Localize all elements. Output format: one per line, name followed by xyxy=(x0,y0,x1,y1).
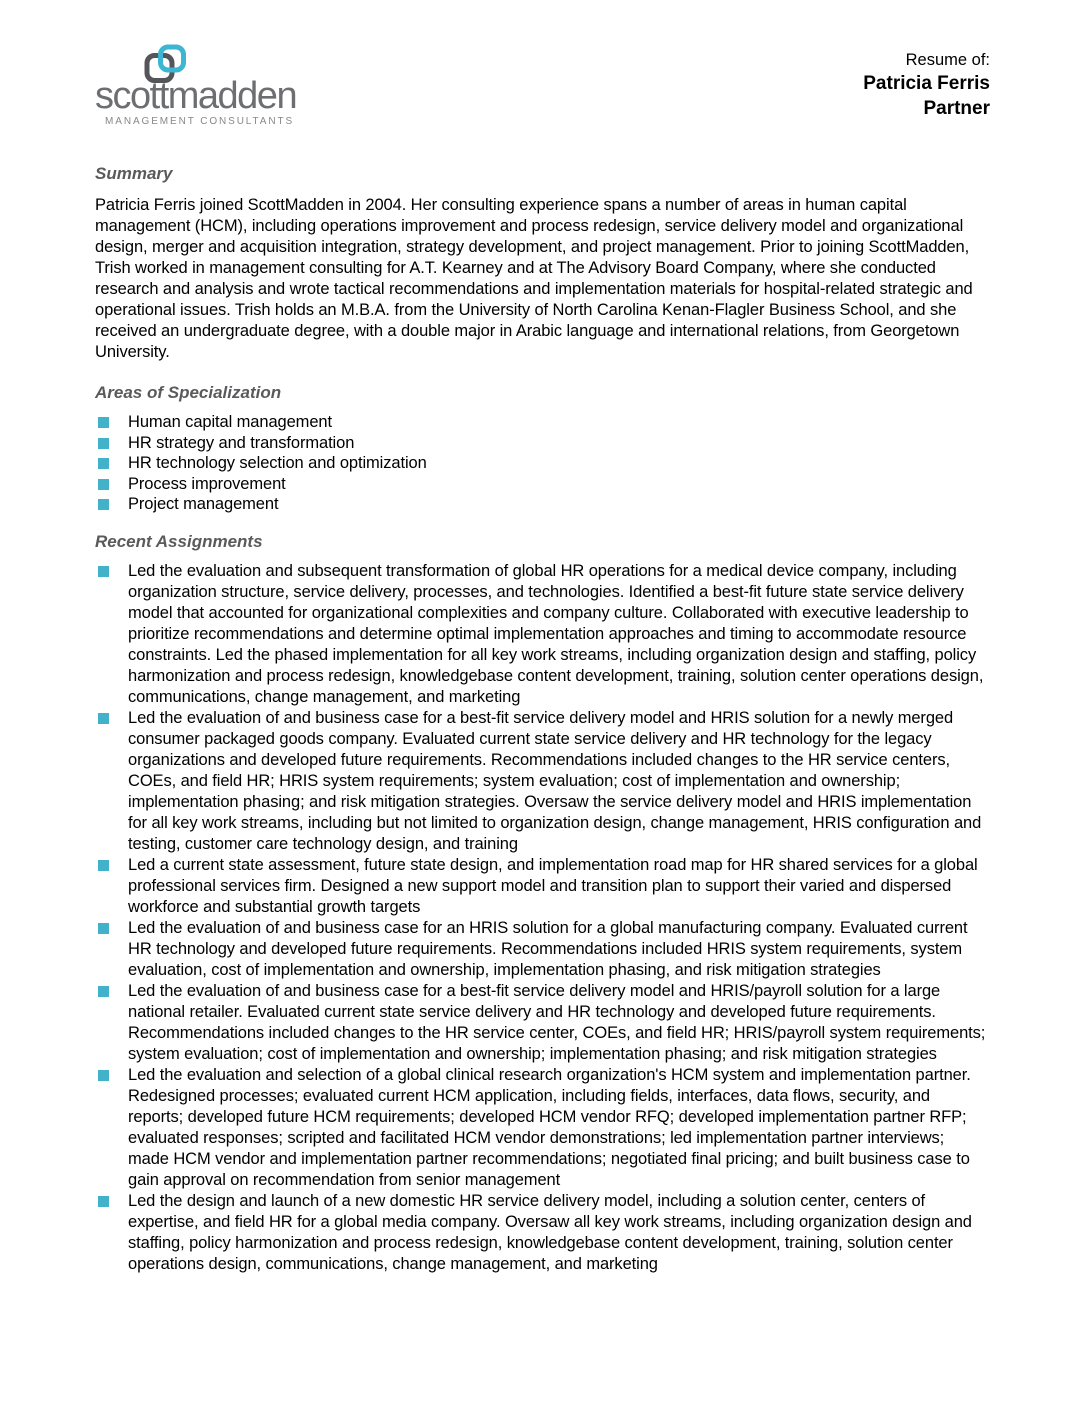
list-item-text: Led the design and launch of a new domestic HR service delivery model, including a solution center, centers of expertise, and field HR for a global media company. Oversaw all key work streams, including organization design and staffing, policy harmonization and process redesign, knowledgebase content development, training, solution center operations design, communications, change management, and marketing xyxy=(128,1191,972,1273)
list-item-text: HR technology selection and optimization xyxy=(128,454,427,472)
person-title: Partner xyxy=(923,98,990,119)
list-item xyxy=(95,708,990,855)
bullet-square-icon xyxy=(98,1196,109,1207)
list-item xyxy=(95,453,990,474)
list-item-text: Led the evaluation of and business case for a best-fit service delivery model and HRIS solution for a newly merged consumer packaged goods company. Evaluated current state service delivery and HR technology for the legacy organizations and developed future requirements. Recommendations included changes to the HR service centers, COEs, and field HR; HRIS system requirements; system evaluation; cost of implementation and ownership; implementation phasing; and risk mitigation strategies. Oversaw the service delivery model and HRIS implementation for all key work streams, including but not limited to organization design, change management, HRIS configuration and testing, customer care technology design, and training xyxy=(128,708,982,853)
logo-tagline: MANAGEMENT CONSULTANTS xyxy=(105,116,295,127)
bullet-square-icon xyxy=(98,458,109,469)
bullet-square-icon xyxy=(98,986,109,997)
assignments-heading: Recent Assignments xyxy=(95,531,263,551)
bullet-square-icon xyxy=(98,417,109,428)
summary-paragraph: Patricia Ferris joined ScottMadden in 2004. Her consulting experience spans a number of areas in human capital management (HCM), including operations improvement and process redesign, service delivery model and organizational design, merger and acquisition integration, strategy development, and project management. Prior to joining ScottMadden, Trish worked in management consulting for A.T. Kearney and at The Advisory Board Company, where she conducted research and analysis and wrote tactical recommendations and implementation materials for hospital-related strategic and operational issues. Trish holds an M.B.A. from the University of North Carolina Kenan-Flagler Business School, and she received an undergraduate degree, with a double major in Arabic language and international relations, from Georgetown University. xyxy=(95,196,973,361)
list-item-text: Led the evaluation of and business case for a best-fit service delivery model and HRIS/payroll solution for a large national retailer. Evaluated current state service delivery and HR technology and developed future requirements. Recommendations included changes to the HR service center, COEs, and field HR; HRIS/payroll system requirements; system evaluation; cost of implementation and ownership; implementation phasing; and risk mitigation strategies xyxy=(128,981,986,1063)
bullet-square-icon xyxy=(98,499,109,510)
list-item xyxy=(95,981,990,1065)
bullet-square-icon xyxy=(98,438,109,449)
bullet-square-icon xyxy=(98,923,109,934)
list-item-text: Project management xyxy=(128,495,279,513)
list-item-text: Led the evaluation of and business case for an HRIS solution for a global manufacturing company. Evaluated current HR technology and developed future requirements. Recommendations included HRIS system requirements, system evaluation, cost of implementation and ownership, implementation phasing, and risk mitigation strategies xyxy=(128,918,968,979)
list-item xyxy=(95,433,990,454)
list-item xyxy=(95,494,990,515)
list-item xyxy=(95,1191,990,1275)
assignments-list xyxy=(95,561,990,1275)
resume-of-label: Resume of: xyxy=(905,51,990,69)
logo-wordmark: scottmadden xyxy=(95,75,297,117)
list-item xyxy=(95,1065,990,1191)
list-item xyxy=(95,918,990,981)
page-header xyxy=(95,44,990,140)
bullet-square-icon xyxy=(98,479,109,490)
specialization-list xyxy=(95,412,990,515)
bullet-square-icon xyxy=(98,713,109,724)
list-item-text: Process improvement xyxy=(128,474,286,493)
bullet-square-icon xyxy=(98,860,109,871)
bullet-square-icon xyxy=(98,1070,109,1081)
bullet-square-icon xyxy=(98,566,109,577)
summary-heading: Summary xyxy=(95,164,173,183)
person-name: Patricia Ferris xyxy=(863,73,990,94)
list-item-text: Human capital management xyxy=(128,413,332,431)
list-item-text: Led the evaluation and subsequent transformation of global HR operations for a medical device company, including organization structure, service delivery, processes, and technologies. Identified a best-fit future state service delivery model that accounted for organizational complexities and company culture. Collaborated with executive leadership to prioritize recommendations and determine optimal implementation approaches and timing to accommodate resource constraints. Led the phased implementation for all key work streams, including organization design and staffing, policy harmonization and process redesign, knowledgebase content development, training, solution center operations design, communications, change management, and marketing xyxy=(128,561,984,706)
list-item-text: HR strategy and transformation xyxy=(128,433,355,452)
specialization-heading: Areas of Specialization xyxy=(95,383,282,402)
list-item xyxy=(95,474,990,495)
header-identity-block xyxy=(863,44,990,121)
list-item xyxy=(95,412,990,433)
list-item-text: Led the evaluation and selection of a global clinical research organization's HCM system and implementation partner. Redesigned processes; evaluated current HCM application, including fields, interfaces, data flows, security, and reports; developed future HCM requirements; developed HCM vendor RFQ; developed implementation partner RFP; evaluated responses; scripted and facilitated HCM vendor demonstrations; led implementation partner interviews; made HCM vendor and implementation partner recommendations; negotiated final pricing; and built business case to gain approval on recommendation from senior management xyxy=(128,1065,971,1189)
list-item xyxy=(95,561,990,708)
list-item-text: Led a current state assessment, future state design, and implementation road map for HR shared services for a global professional services firm. Designed a new support model and transition plan to support their varied and dispersed workforce and substantial growth targets xyxy=(128,855,978,916)
scottmadden-logo xyxy=(95,44,296,127)
list-item xyxy=(95,855,990,918)
